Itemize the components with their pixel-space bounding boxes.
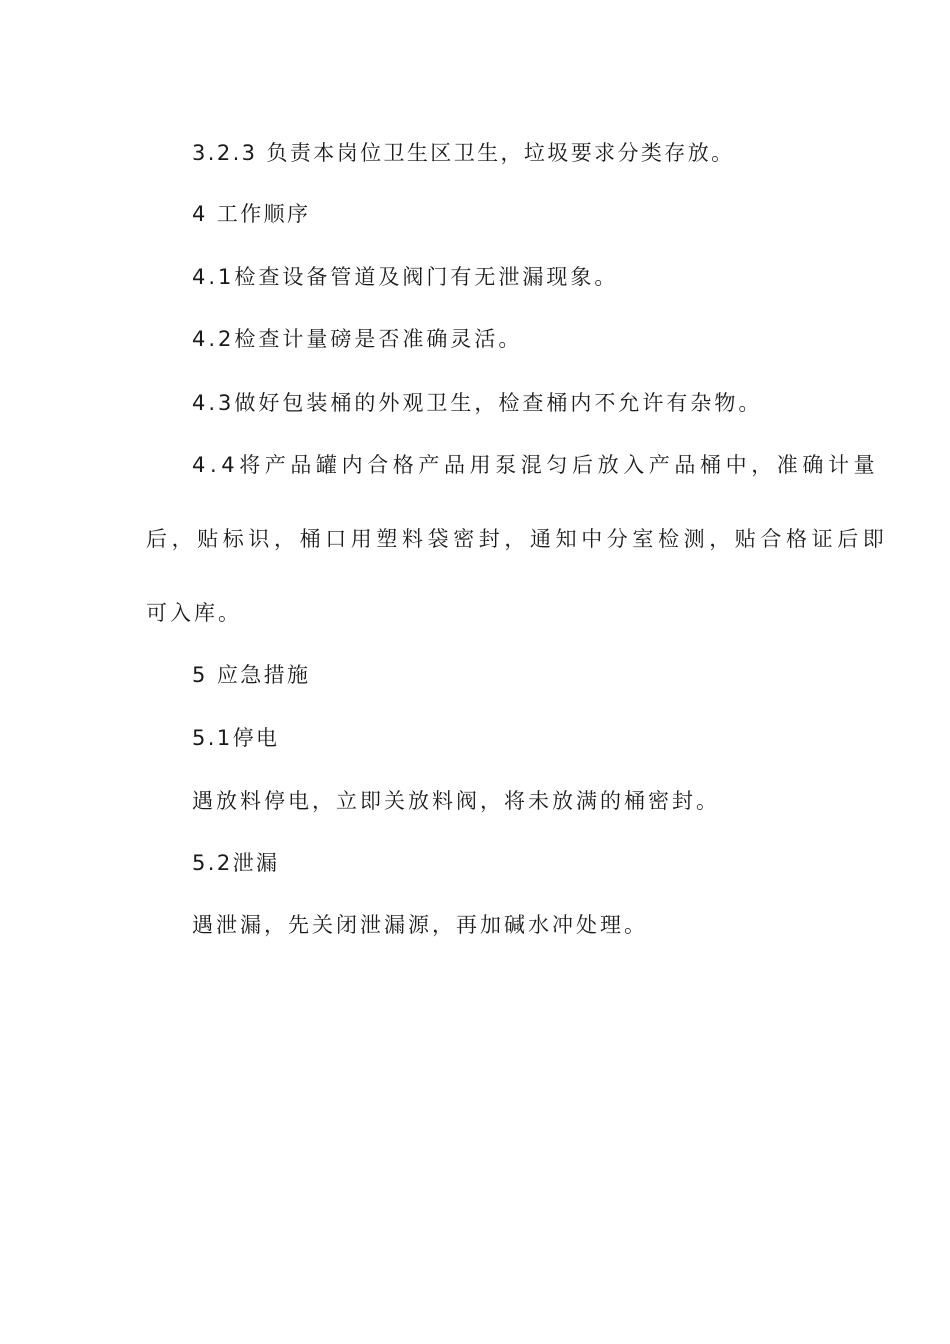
heading-work-sequence: 4 工作顺序 [192, 202, 311, 226]
paragraph-4-2: 4.2检查计量磅是否准确灵活。 [192, 327, 523, 351]
paragraph-5-2: 遇泄漏，先关闭泄漏源，再加碱水冲处理。 [192, 913, 648, 937]
paragraph-4-4-line-3: 可入库。 [146, 601, 242, 625]
paragraph-5-1: 遇放料停电，立即关放料阀，将未放满的桶密封。 [192, 789, 720, 813]
paragraph-4-4-line-2: 后，贴标识，桶口用塑料袋密封，通知中分室检测，贴合格证后即 [146, 527, 889, 551]
paragraph-3-2-3: 3.2.3 负责本岗位卫生区卫生，垃圾要求分类存放。 [192, 141, 735, 165]
paragraph-4-4-line-1: 4.4将产品罐内合格产品用泵混匀后放入产品桶中，准确计量 [192, 453, 880, 477]
paragraph-4-3: 4.3做好包装桶的外观卫生，检查桶内不允许有杂物。 [192, 391, 763, 415]
heading-emergency-measures: 5 应急措施 [192, 663, 311, 687]
heading-5-2-leakage: 5.2泄漏 [192, 851, 280, 875]
heading-5-1-power-outage: 5.1停电 [192, 726, 280, 750]
paragraph-4-1: 4.1检查设备管道及阀门有无泄漏现象。 [192, 265, 619, 289]
